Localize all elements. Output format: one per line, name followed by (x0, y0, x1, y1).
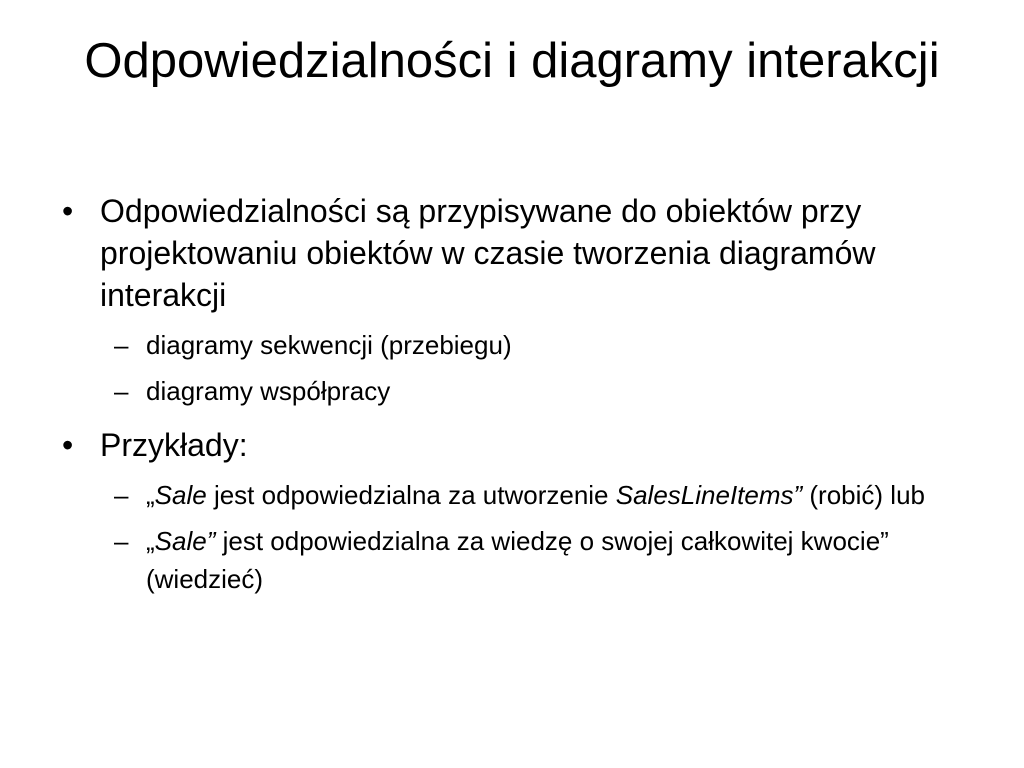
sub-item-1-1 (62, 326, 962, 364)
sub-item-2-2-italic-sale: Sale” (154, 526, 216, 556)
slide-title: Odpowiedzialności i diagramy interakcji (84, 34, 940, 88)
bullet-item-2-text: Przykłady: (100, 427, 248, 463)
sub-item-2-1 (62, 476, 962, 514)
sub-item-2-1-tail: (robić) lub (802, 480, 925, 510)
sub-item-1-2 (62, 372, 962, 410)
dash-glyph: – (114, 376, 129, 406)
sub-item-1-1-text: diagramy sekwencji (przebiegu) (146, 330, 512, 360)
sub-item-2-1-open-quote: „ (146, 480, 155, 510)
sub-item-2-1-italic-sale: Sale (154, 480, 207, 510)
bullet-glyph: • (62, 193, 74, 229)
bullet-item-1-text: Odpowiedzialności są przypisywane do obiektów przy projektowaniu obiektów w czasie tworzenia diagramów interakcji (100, 193, 876, 313)
sub-item-2-2-mid: jest odpowiedzialna za wiedzę o swojej całkowitej kwocie” (wiedzieć) (146, 526, 889, 594)
slide-content (62, 190, 962, 606)
sub-item-1-2-text: diagramy współpracy (146, 376, 391, 406)
dash-glyph: – (114, 330, 129, 360)
bullet-item-1 (62, 190, 962, 316)
sub-item-2-1-italic-saleslineitems: SalesLineItems” (615, 480, 803, 510)
dash-glyph: – (114, 480, 129, 510)
bullet-glyph: • (62, 427, 74, 463)
sub-item-2-2 (62, 522, 962, 598)
sub-item-2-1-mid: jest odpowiedzialna za utworzenie (206, 480, 616, 510)
dash-glyph: – (114, 526, 129, 556)
sub-item-2-2-open-quote: „ (146, 526, 155, 556)
bullet-item-2 (62, 424, 962, 466)
